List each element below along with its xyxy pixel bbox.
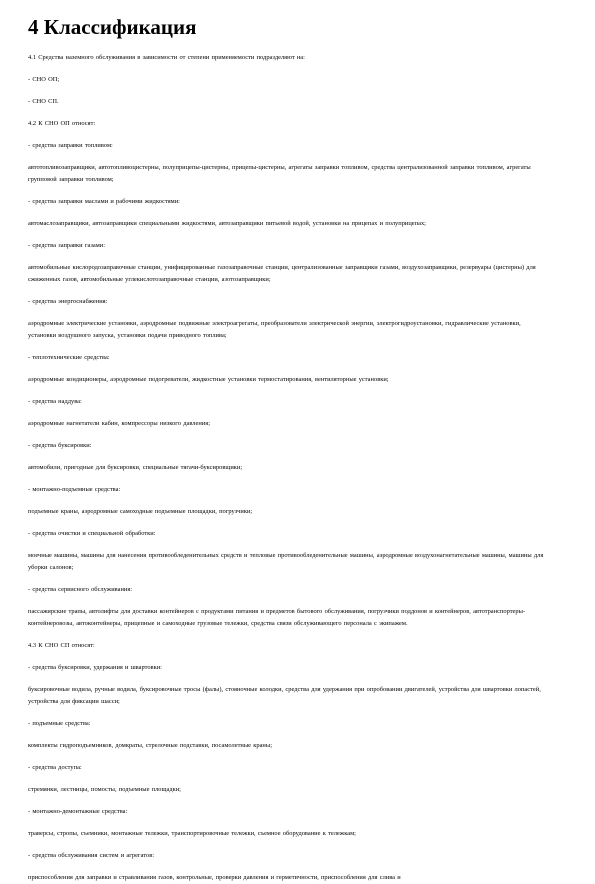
paragraph: стремянки, лестницы, помосты, подъемные площадки; [28, 786, 181, 793]
paragraph: автомобили, пригодные для буксировки, специальные тягачи-буксировщики; [28, 464, 243, 471]
paragraph: моечные машины, машины для нанесения противообледенительных средств и тепловые противообледенительные машины, аэродромные воздухонагнетательные машины, машины для уборки салонов; [28, 552, 544, 571]
paragraph: - средства обслуживания систем и агрегатов: [28, 852, 155, 859]
paragraph: аэродромные электрические установки, аэродромные подвижные электроагрегаты, преобразователи электрической энергии, электрогидроустановки, гидравлические установки, установки воздушного запуска, установки подачи приводного топлива; [28, 320, 521, 339]
paragraph: приспособления для заправки и стравливания газов, контрольные, проверки давления и герметичности, приспособления для слива и [28, 874, 401, 881]
paragraph: 4.2 К СНО ОП относят: [28, 120, 96, 127]
paragraph: автомобильные кислородозаправочные станции, унифицированные газозаправочные станции, централизованные заправщики газами, воздухозаправщики, резервуары (цистерны) для сжиженных газов, автомобильные углекислотозаправочные станции, азотозаправщики; [28, 264, 536, 283]
paragraph: комплекты гидроподъемников, домкраты, стрелочные подставки, посамолетные краны; [28, 742, 272, 749]
paragraph: - СНО ОП; [28, 76, 60, 83]
paragraph: - СНО СП. [28, 98, 59, 105]
paragraph: 4.3 К СНО СП относят: [28, 642, 95, 649]
paragraph: - средства заправки топливом: [28, 142, 113, 149]
paragraph: пассажирские трапы, автолифты для доставки контейнеров с продуктами питания и предметов бытового обслуживания, погрузчики поддонов и контейнеров, автотранспортеры-контейнеровозы, автоконтейнеры, прицепные и самоходные грузовые тележки, средства связи обслуживающего персонала с экипажем. [28, 608, 526, 627]
paragraph: - подъемные средства: [28, 720, 91, 727]
paragraph: - средства энергоснабжения: [28, 298, 108, 305]
paragraph: подъемные краны, аэродромные самоходные подъемные площадки, погрузчики; [28, 508, 253, 515]
paragraph: 4.1 Средства наземного обслуживания в зависимости от степени применяемости подразделяют на: [28, 54, 305, 61]
document-body [28, 52, 550, 884]
paragraph: аэродромные нагнетатели кабин, компрессоры низкого давления; [28, 420, 210, 427]
paragraph: - монтажно-демонтажные средства: [28, 808, 128, 815]
paragraph: - теплотехнические средства: [28, 354, 110, 361]
paragraph: - средства заправки газами: [28, 242, 106, 249]
paragraph: - монтажно-подъемные средства: [28, 486, 121, 493]
paragraph: - средства доступа: [28, 764, 82, 771]
paragraph: - средства буксировки: [28, 442, 92, 449]
paragraph: траверсы, стропы, съемники, монтажные тележки, транспортировочные тележки, съемное оборудование к тележкам; [28, 830, 356, 837]
paragraph: автомаслозаправщики, автозаправщики специальными жидкостями, автозаправщики питьевой водой, установки на прицепах и полуприцепах; [28, 220, 426, 227]
paragraph: - средства сервисного обслуживания: [28, 586, 133, 593]
section-heading: 4 Классификация [28, 15, 197, 39]
paragraph: - средства наддува: [28, 398, 82, 405]
paragraph: буксировочные водила, ручные водила, буксировочные тросы (фалы), стояночные колодки, средства для удержания при опробовании двигателей, устройства для швартовки лопастей, устройства для фиксации шасси; [28, 686, 541, 705]
paragraph: аэродромные кондиционеры, аэродромные подогреватели, жидкостные установки термостатирования, вентиляторные установки; [28, 376, 389, 383]
paragraph: - средства очистки и специальной обработки: [28, 530, 156, 537]
paragraph: - средства заправки маслами и рабочими жидкостями: [28, 198, 180, 205]
paragraph: автотопливозаправщики, автотопливоцистерны, полуприцепы-цистерны, прицепы-цистерны, агрегаты заправки топливом, средства централизованной заправки топливом, агрегаты групповой заправки топливом; [28, 164, 531, 183]
paragraph: - средства буксировки, удержания и швартовки: [28, 664, 162, 671]
